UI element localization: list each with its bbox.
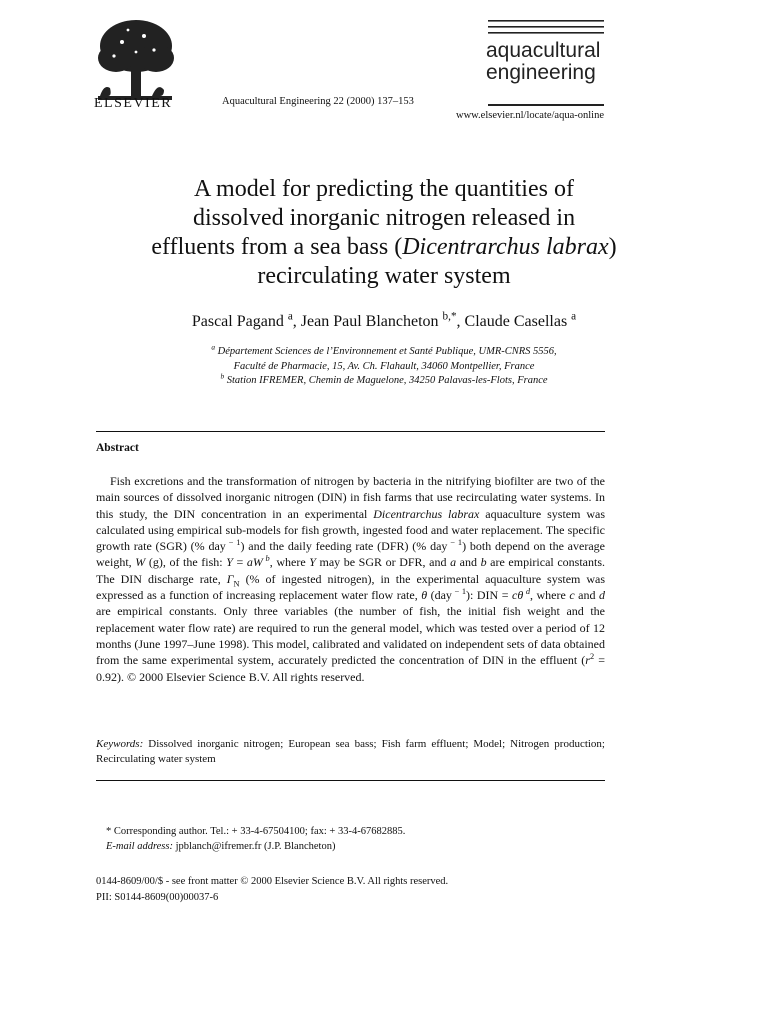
title-line-2: dissolved inorganic nitrogen released in	[192, 205, 576, 231]
brand-rule	[488, 104, 604, 106]
journal-brand-lines	[488, 20, 604, 34]
title-line-1: A model for predicting the quantities of	[194, 176, 574, 202]
author: Jean Paul Blancheton	[300, 313, 439, 330]
copyright-line: 0144-8609/00/$ - see front matter © 2000 Elsevier Science B.V. All rights reserved.	[96, 876, 449, 887]
keywords-text: Dissolved inorganic nitrogen; European sea bass; Fish farm effluent; Model; Nitrogen production; Recirculating water system	[96, 738, 605, 765]
species-name: Dicentrarchus labrax	[402, 234, 609, 260]
author: Claude Casellas	[464, 313, 568, 330]
front-matter	[96, 874, 606, 905]
affiliations	[80, 342, 688, 389]
email-label: E-mail address:	[106, 841, 173, 852]
journal-url[interactable]: www.elsevier.nl/locate/aqua-online	[455, 110, 604, 121]
keywords-label: Keywords:	[96, 738, 144, 750]
title-line-4: recirculating water system	[257, 263, 511, 289]
email-address[interactable]: jpblanch@ifremer.fr (J.P. Blancheton)	[172, 841, 336, 852]
author-affiliation-mark: b,*	[442, 310, 457, 323]
author-affiliation-mark: a	[571, 310, 577, 323]
corresponding-author-contact: * Corresponding author. Tel.: + 33-4-67504100; fax: + 33-4-67682885.	[106, 826, 406, 837]
email-line	[106, 839, 606, 854]
author: Pascal Pagand	[191, 313, 284, 330]
author-affiliation-mark: a	[287, 310, 293, 323]
affiliation-a: $^a$ Département Sciences de l’Environnement et Santé Publique, UMR-CNRS 5556,	[211, 342, 557, 357]
pii-line: PII: S0144-8609(00)00037-6	[96, 891, 219, 903]
affiliation-b: $^b$ Station IFREMER, Chemin de Maguelone, 34250 Palavas-les-Flots, France	[220, 371, 548, 386]
abstract-body: Fish excretions and the transformation of nitrogen by bacteria in the nitrifying biofilter are two of the main sources of dissolved inorganic nitrogen (DIN) in fish farms that use recirculating water systems. In this study, the DIN concentration in an experimental Dicentrarchus labrax aquaculture system was calculated using empirical sub-models for fish growth, ingested food and water replacement. The specific growth rate (SGR) (% day $^{- 1}$) and the daily feeding rate (DFR) (% day $^{- 1}$) both depend on the average weight, W (g), of the fish: Y = aW $^b$, where Y may be SGR or DFR, and a and b are empirical constants. The DIN discharge rate, $\Gamma_N$ (% of ingested nitrogen), in the experimental aquaculture system was expressed as a function of increasing replacement water flow rate, θ (day $^{- 1}$): DIN = cθ $^d$, where c and d are empirical constants. Only three variables (the number of fish, the initial fish weight and the replacement water flow rate) are required to run the general model, which was tested over a period of 12 months (June 1997–June 1998). This model, calibrated and validated on independent sets of data obtained from the same experimental system, accurately predicted the concentration of DIN in the effluent $(r^2 = 0.92)$. © 2000 Elsevier Science B.V. All rights reserved.	[96, 474, 606, 684]
affiliation-a-cont: Faculté de Pharmacie, 15, Av. Ch. Flahault, 34060 Montpellier, France	[233, 360, 535, 372]
article-title	[80, 175, 688, 291]
author-list: Pascal Pagand $^a$, Jean Paul Blancheton $^{b,*}$, Claude Casellas $^a$	[191, 310, 577, 330]
publisher-name: ELSEVIER	[94, 96, 173, 111]
abstract-bottom-rule	[96, 780, 605, 781]
abstract-heading: Abstract	[96, 442, 139, 454]
brand-line-2: engineering	[486, 61, 596, 84]
journal-citation: Aquacultural Engineering 22 (2000) 137–153	[222, 96, 414, 107]
brand-line-1: aquacultural	[486, 39, 601, 62]
journal-brand-title	[486, 40, 606, 84]
abstract-top-rule	[96, 431, 605, 432]
keywords	[96, 737, 605, 767]
title-line-3: effluents from a sea bass (Dicentrarchus labrax)	[151, 234, 617, 260]
corresponding-author-note	[106, 824, 606, 854]
